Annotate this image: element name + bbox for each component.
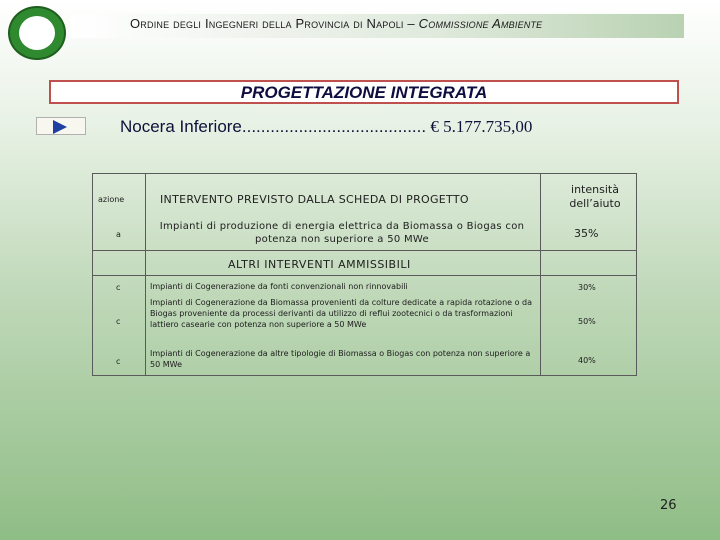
row-1-azione: c — [116, 283, 121, 292]
col-header-intervento: INTERVENTO PREVISTO DALLA SCHEDA DI PROGETTO — [160, 193, 469, 206]
col-header-intensita: intensità dell’aiuto — [569, 183, 621, 210]
header-title — [130, 16, 542, 31]
col-header-azione: azione — [98, 195, 125, 204]
row-3-intervento: Impianti di Cogenerazione da altre tipologie di Biomassa o Biogas con potenza non superiore a 50 MWe — [150, 349, 531, 369]
header-section: Commissione Ambiente — [418, 16, 543, 31]
row-2-azione: c — [116, 317, 121, 326]
row-3-azione: c — [116, 357, 121, 366]
page-number: 26 — [660, 498, 677, 513]
row-2-intervento: Impianti di Cogenerazione da Biomassa provenienti da colture dedicate a rapida rotazione o da Biogas proveniente da processi derivanti da utilizzo di reflui zootecnici o da trasformazioni lattiero casearie con potenza non superiore a 50 MWe — [150, 298, 533, 329]
main-row-azione: a — [116, 230, 121, 239]
section-title: ALTRI INTERVENTI AMMISSIBILI — [228, 258, 411, 271]
main-row-intervento: Impianti di produzione di energia elettrica da Biomassa o Biogas con potenza non superiore a 50 MWe — [159, 221, 525, 245]
row-1-intensita: 30% — [578, 283, 596, 292]
header-org: Ordine degli Ingegneri della Provincia di Napoli — [130, 16, 404, 31]
header-separator: – — [403, 16, 419, 31]
location-line — [120, 117, 532, 137]
main-row-intensita: 35% — [574, 227, 599, 240]
row-3-intensita: 40% — [578, 356, 596, 365]
slide-title-box — [49, 80, 679, 104]
location-amount: € 5.177.735,00 — [426, 117, 533, 136]
next-arrow-button[interactable] — [36, 117, 86, 135]
play-arrow-icon — [53, 120, 67, 134]
row-2-intensita: 50% — [578, 317, 596, 326]
logo-emblem-icon — [19, 16, 55, 50]
organization-logo — [8, 6, 66, 60]
location-label: Nocera Inferiore....................................... — [120, 117, 427, 136]
slide-title: PROGETTAZIONE INTEGRATA — [240, 83, 488, 102]
row-1-intervento: Impianti di Cogenerazione da fonti convenzionali non rinnovabili — [150, 282, 408, 291]
